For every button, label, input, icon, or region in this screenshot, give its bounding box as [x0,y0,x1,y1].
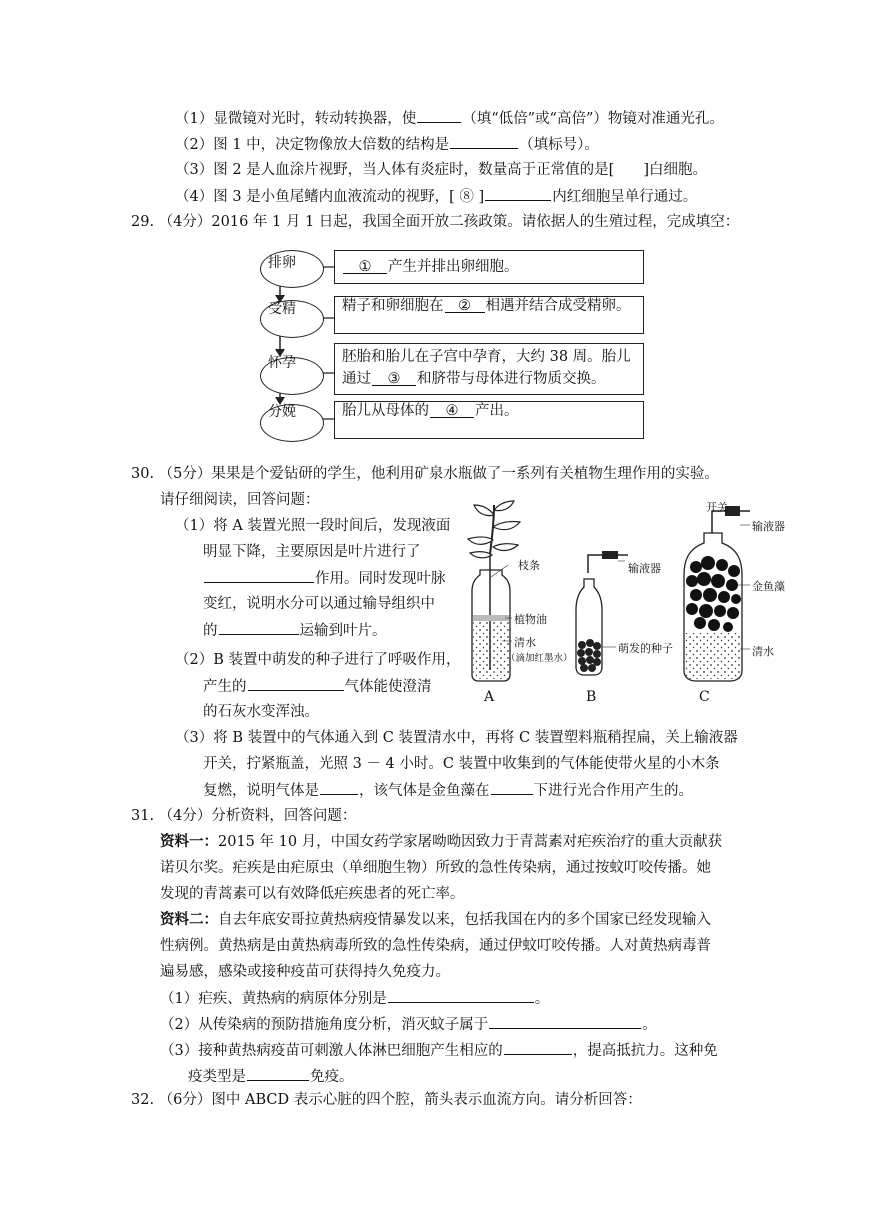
label-oil: 植物油 [514,613,547,626]
material-2: 资料二：自去年底安哥拉黄热病疫情暴发以来，包括我国在内的多个国家已经发现输入 [160,911,711,928]
answer-blank[interactable] [204,568,314,583]
q30-p1: 的 运输到叶片。 [203,620,387,641]
label-algae: 金鱼藻 [752,580,785,593]
label-c: C [699,689,710,705]
q30-p2: 产生的 气体能使澄清 [203,676,432,697]
answer-blank[interactable] [491,780,533,795]
step-label: 怀孕 [268,355,296,371]
step-text: 胎儿从母体的 ④ 产出。 [342,400,519,422]
answer-blank[interactable]: ② [445,295,485,313]
q30-p2: 的石灰水变浑浊。 [203,704,319,720]
answer-blank[interactable] [388,988,534,1003]
q31-stem: 31. （4分）分析资料，回答问题： [131,808,357,824]
material-1: 资料一：2015 年 10 月，中国女药学家屠呦呦因致力于青蒿素对疟疾治疗的重大贡献获 [160,833,723,850]
answer-blank[interactable]: ③ [372,368,416,386]
answer-blank[interactable] [489,1014,641,1029]
q31-question-3: （3）接种黄热病疫苗可刺激人体淋巴细胞产生相应的 ，提高抵抗力。这种免 [160,1040,718,1061]
label-water-a-note: （滴加红墨水） [506,653,573,664]
step-text: 精子和卵细胞在 ② 相遇并结合成受精卵。 [342,295,631,317]
q30-p2: （2）B 装置中萌发的种子进行了呼吸作用， [175,652,461,668]
label-infuser-c: 输液器 [752,520,785,533]
apparatus-figure [450,495,780,710]
material-2: 遍易感，感染或接种疫苗可获得持久免疫力。 [160,964,450,980]
step-text: ① 产生并排出卵细胞。 [342,256,519,278]
answer-blank[interactable]: ① [343,256,387,274]
answer-blank[interactable] [485,186,551,201]
q32-stem: 32. （6分）图中 ABCD 表示心脏的四个腔，箭头表示血流方向。请分析回答： [131,1092,642,1108]
label-a: A [484,689,495,705]
answer-blank[interactable] [504,1040,572,1055]
q30-p3: 复燃，说明气体是 ，该气体是金鱼藻在 下进行光合作用产生的。 [203,780,693,801]
answer-blank[interactable] [320,780,358,795]
q30-p1: 作用。同时发现叶脉 [203,568,446,589]
answer-blank[interactable]: ④ [430,400,474,418]
step-label: 排卵 [268,255,296,271]
step-label: 受精 [268,301,296,317]
answer-blank[interactable] [450,134,518,149]
q30-p1: 明显下降，主要原因是叶片进行了 [203,544,421,560]
label-water-a: 清水 [514,636,536,649]
label-water-c: 清水 [752,645,774,658]
step-text: 胚胎和胎儿在子宫中孕育，大约 38 周。胎儿 [342,349,631,365]
material-1: 发现的青蒿素可以有效降低疟疾患者的死亡率。 [160,886,465,902]
bottle-a-plant-icon [468,501,520,558]
q30-p3: （3）将 B 装置中的气体通入到 C 装置清水中，再将 C 装置塑料瓶稍捏扁，关上输液器 [175,730,738,746]
label-seeds: 萌发的种子 [618,642,673,655]
q30-p1: （1）将 A 装置光照一段时间后，发现液面 [175,518,451,534]
label-switch: 开关 [706,501,728,514]
answer-blank[interactable] [247,1066,309,1081]
q31-question-2: （2）从传染病的预防措施角度分析，消灭蚊子属于 。 [160,1014,657,1035]
material-2: 性病例。黄热病是由黄热病毒所致的急性传染病，通过伊蚊叮咬传播。人对黄热病毒普 [160,938,711,954]
q30-stem-2: 请仔细阅读，回答问题： [160,492,320,508]
answer-blank[interactable] [219,620,299,635]
answer-blank[interactable] [248,676,344,691]
q28-line2: （2）图 1 中，决定物像放大倍数的结构是 （填标号）。 [175,134,599,155]
material-1: 诺贝尔奖。疟疾是由疟原虫（单细胞生物）所致的急性传染病，通过按蚊叮咬传播。她 [160,860,711,876]
q30-stem: 30. （5分）果果是个爱钻研的学生，他利用矿泉水瓶做了一系列有关植物生理作用的实验。 [131,466,719,482]
q31-question-3: 疫类型是 免疫。 [188,1066,354,1087]
label-b: B [586,689,597,705]
q28-line3: （3）图 2 是人血涂片视野，当人体有炎症时，数量高于正常值的是[ ]白细胞。 [175,162,707,178]
answer-blank[interactable] [417,108,461,123]
q31-question-1: （1）疟疾、黄热病的病原体分别是 。 [160,988,549,1009]
q28-line4: （4）图 3 是小鱼尾鳍内血液流动的视野，[ ⑧ ] 内红细胞呈单行通过。 [175,186,697,207]
step-text: 通过 ③ 和脐带与母体进行物质交换。 [342,368,606,390]
q30-p1: 变红，说明水分可以通过输导组织中 [203,596,435,612]
label-branch: 枝条 [518,559,540,572]
step-label: 分娩 [268,404,296,420]
label-infuser-b: 输液器 [628,562,661,575]
infuser-valve-icon [602,551,618,559]
q30-p3: 开关，拧紧瓶盖，光照 3 － 4 小时。C 装置中收集到的气体能使带火星的小木条 [203,756,720,772]
q29-stem: 29. （4分）2016 年 1 月 1 日起，我国全面开放二孩政策。请依据人的生殖过程，完成填空： [131,214,740,230]
q28-line1: （1）显微镜对光时，转动转换器，使 （填“低倍”或“高倍”）物镜对准通光孔。 [175,108,724,129]
